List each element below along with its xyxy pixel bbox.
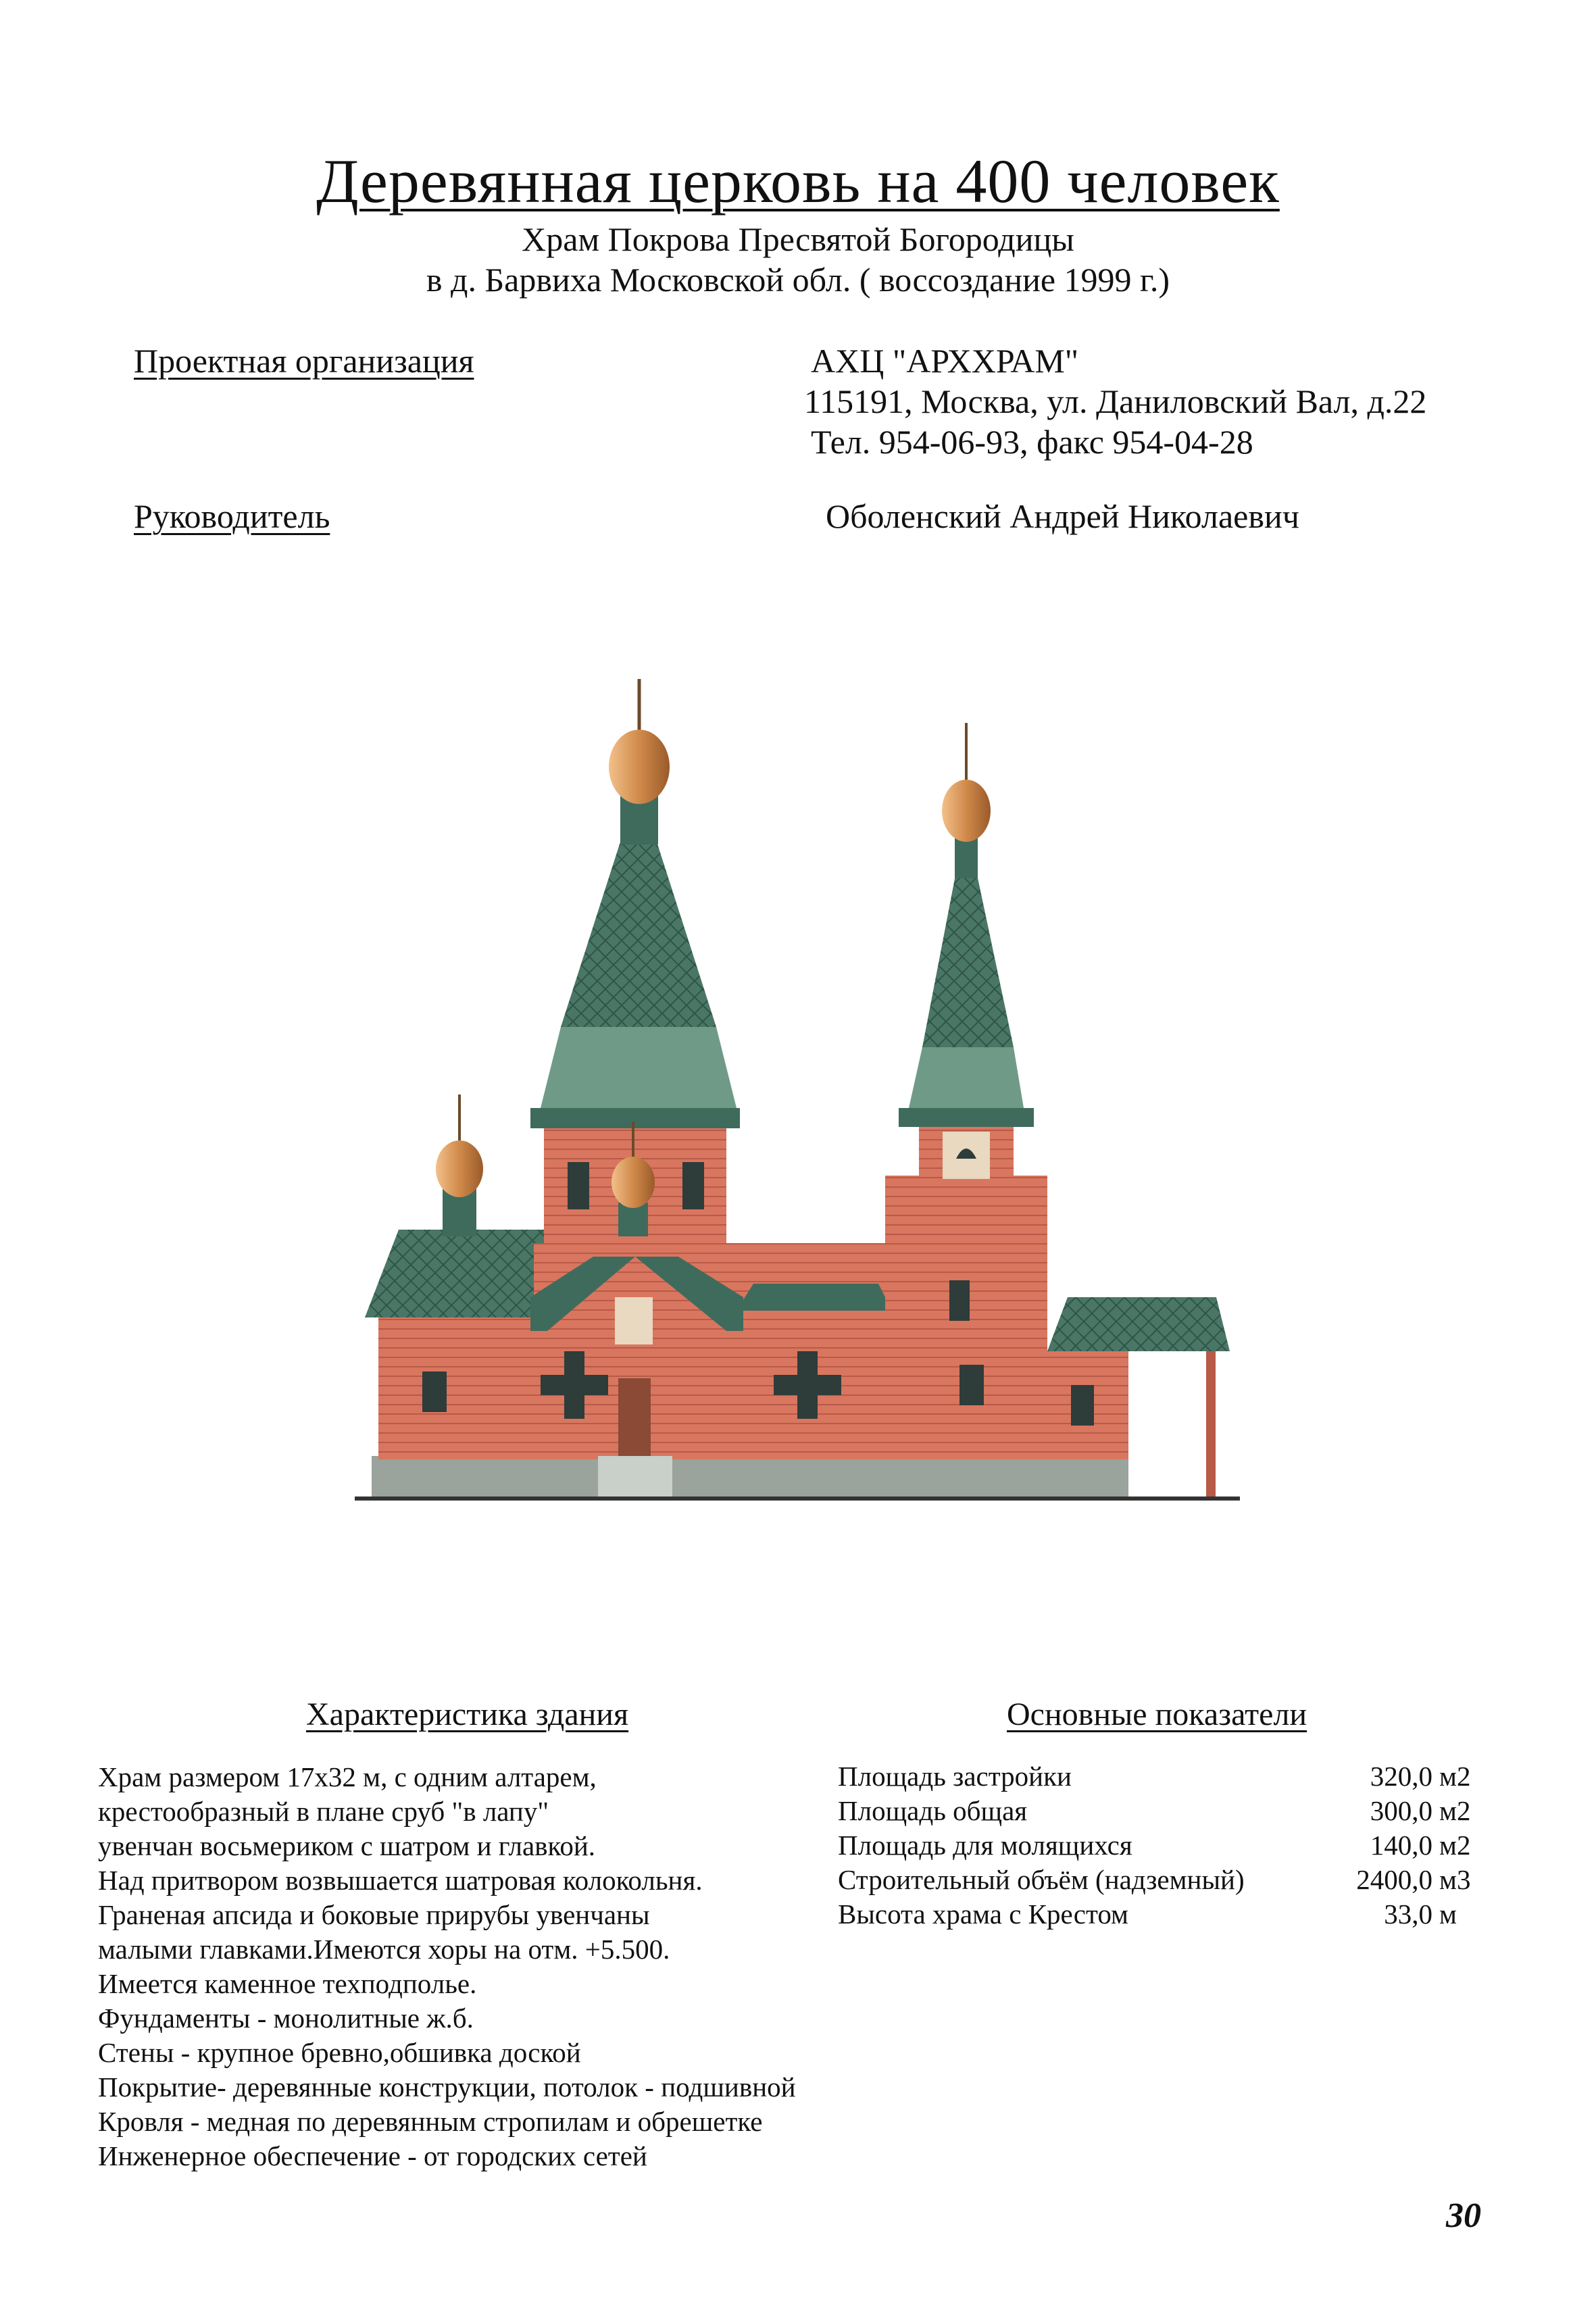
porch-column xyxy=(1206,1351,1216,1496)
indicator-name: Площадь для молящихся xyxy=(838,1830,1132,1861)
indicator-name: Площадь застройки xyxy=(838,1761,1072,1792)
characteristics-line: Стены - крупное бревно,обшивка доской xyxy=(98,2037,581,2068)
window xyxy=(422,1372,447,1412)
indicator-row xyxy=(838,1898,1497,1932)
characteristics-list xyxy=(98,1760,796,2173)
indicator-value: 320,0 xyxy=(1370,1761,1432,1792)
characteristics-line: Покрытие- деревянные конструкции, потолок - подшивной xyxy=(98,2071,796,2103)
organization-address: 115191, Москва, ул. Даниловский Вал, д.22 xyxy=(804,382,1427,420)
organization-name: АХЦ "АРХХРАМ" xyxy=(811,342,1079,380)
indicator-value: 33,0 xyxy=(1384,1898,1432,1930)
indicator-unit: м2 xyxy=(1439,1795,1471,1826)
indicator-unit: м3 xyxy=(1439,1864,1471,1895)
subtitle-dedication: Храм Покрова Пресвятой Богородицы xyxy=(522,220,1074,258)
tower-window xyxy=(568,1162,589,1209)
icon-panel xyxy=(615,1297,653,1344)
indicators-heading: Основные показатели xyxy=(1007,1696,1307,1732)
church-facade-illustration xyxy=(338,649,1257,1520)
characteristics-line: Храм размером 17х32 м, с одним алтарем, xyxy=(98,1761,597,1792)
entrance-door xyxy=(618,1378,651,1456)
window xyxy=(1071,1385,1094,1426)
porch-roof xyxy=(1047,1297,1230,1351)
director-label: Руководитель xyxy=(134,497,330,535)
characteristics-line: Граненая апсида и боковые прирубы увенчаны xyxy=(98,1899,650,1930)
indicator-row xyxy=(838,1829,1497,1863)
characteristics-line: Фундаменты - монолитные ж.б. xyxy=(98,2003,474,2034)
plinth xyxy=(372,1456,1128,1496)
tower-window xyxy=(682,1162,704,1209)
central-tent-roof xyxy=(561,838,716,1027)
central-dome xyxy=(609,730,670,804)
ground-line xyxy=(355,1496,1240,1501)
organization-phone: Тел. 954-06-93, факс 954-04-28 xyxy=(811,423,1253,461)
central-tower-cornice xyxy=(530,1108,740,1128)
indicator-value: 300,0 xyxy=(1370,1795,1432,1826)
narthex-roof xyxy=(737,1284,892,1311)
window xyxy=(959,1365,984,1405)
page-title: Деревянная церковь на 400 человек xyxy=(316,147,1280,216)
indicator-unit: м2 xyxy=(1439,1830,1471,1861)
central-tower-kokoshniks xyxy=(541,1027,737,1108)
left-small-dome xyxy=(436,1140,483,1197)
bell-tower-kokoshniks xyxy=(909,1047,1024,1108)
characteristics-heading: Характеристика здания xyxy=(306,1696,629,1732)
indicator-row xyxy=(838,1760,1497,1794)
characteristics-line: Имеется каменное техподполье. xyxy=(98,1968,477,1999)
indicator-name: Строительный объём (надземный) xyxy=(838,1864,1245,1895)
characteristics-line: увенчан восьмериком с шатром и главкой. xyxy=(98,1830,596,1861)
indicator-row xyxy=(838,1863,1497,1898)
organization-label: Проектная организация xyxy=(134,342,474,380)
indicator-name: Высота храма с Крестом xyxy=(838,1898,1128,1930)
bell-tower-tent-roof xyxy=(922,872,1014,1047)
indicator-unit: м xyxy=(1439,1898,1457,1930)
bell-tower-cornice xyxy=(899,1108,1034,1127)
characteristics-line: малыми главками.Имеются хоры на отм. +5.500. xyxy=(98,1934,670,1965)
characteristics-line: Кровля - медная по деревянным стропилам и обрешетке xyxy=(98,2106,763,2137)
entrance-steps xyxy=(598,1456,672,1496)
characteristics-line: крестообразный в плане сруб "в лапу" xyxy=(98,1796,549,1827)
indicator-name: Площадь общая xyxy=(838,1795,1028,1826)
window xyxy=(949,1280,970,1321)
indicator-value: 2400,0 xyxy=(1356,1864,1432,1895)
front-small-dome xyxy=(612,1157,655,1208)
indicator-value: 140,0 xyxy=(1370,1830,1432,1861)
page-number: 30 xyxy=(1446,2196,1481,2235)
indicator-unit: м2 xyxy=(1439,1761,1471,1792)
characteristics-line: Над притвором возвышается шатровая колокольня. xyxy=(98,1865,703,1896)
bell-tower-dome xyxy=(942,780,991,842)
characteristics-line: Инженерное обеспечение - от городских сетей xyxy=(98,2140,647,2171)
indicator-row xyxy=(838,1794,1497,1829)
subtitle-location: в д. Барвиха Московской обл. ( воссоздание 1999 г.) xyxy=(426,261,1170,299)
director-name: Оболенский Андрей Николаевич xyxy=(826,497,1299,535)
